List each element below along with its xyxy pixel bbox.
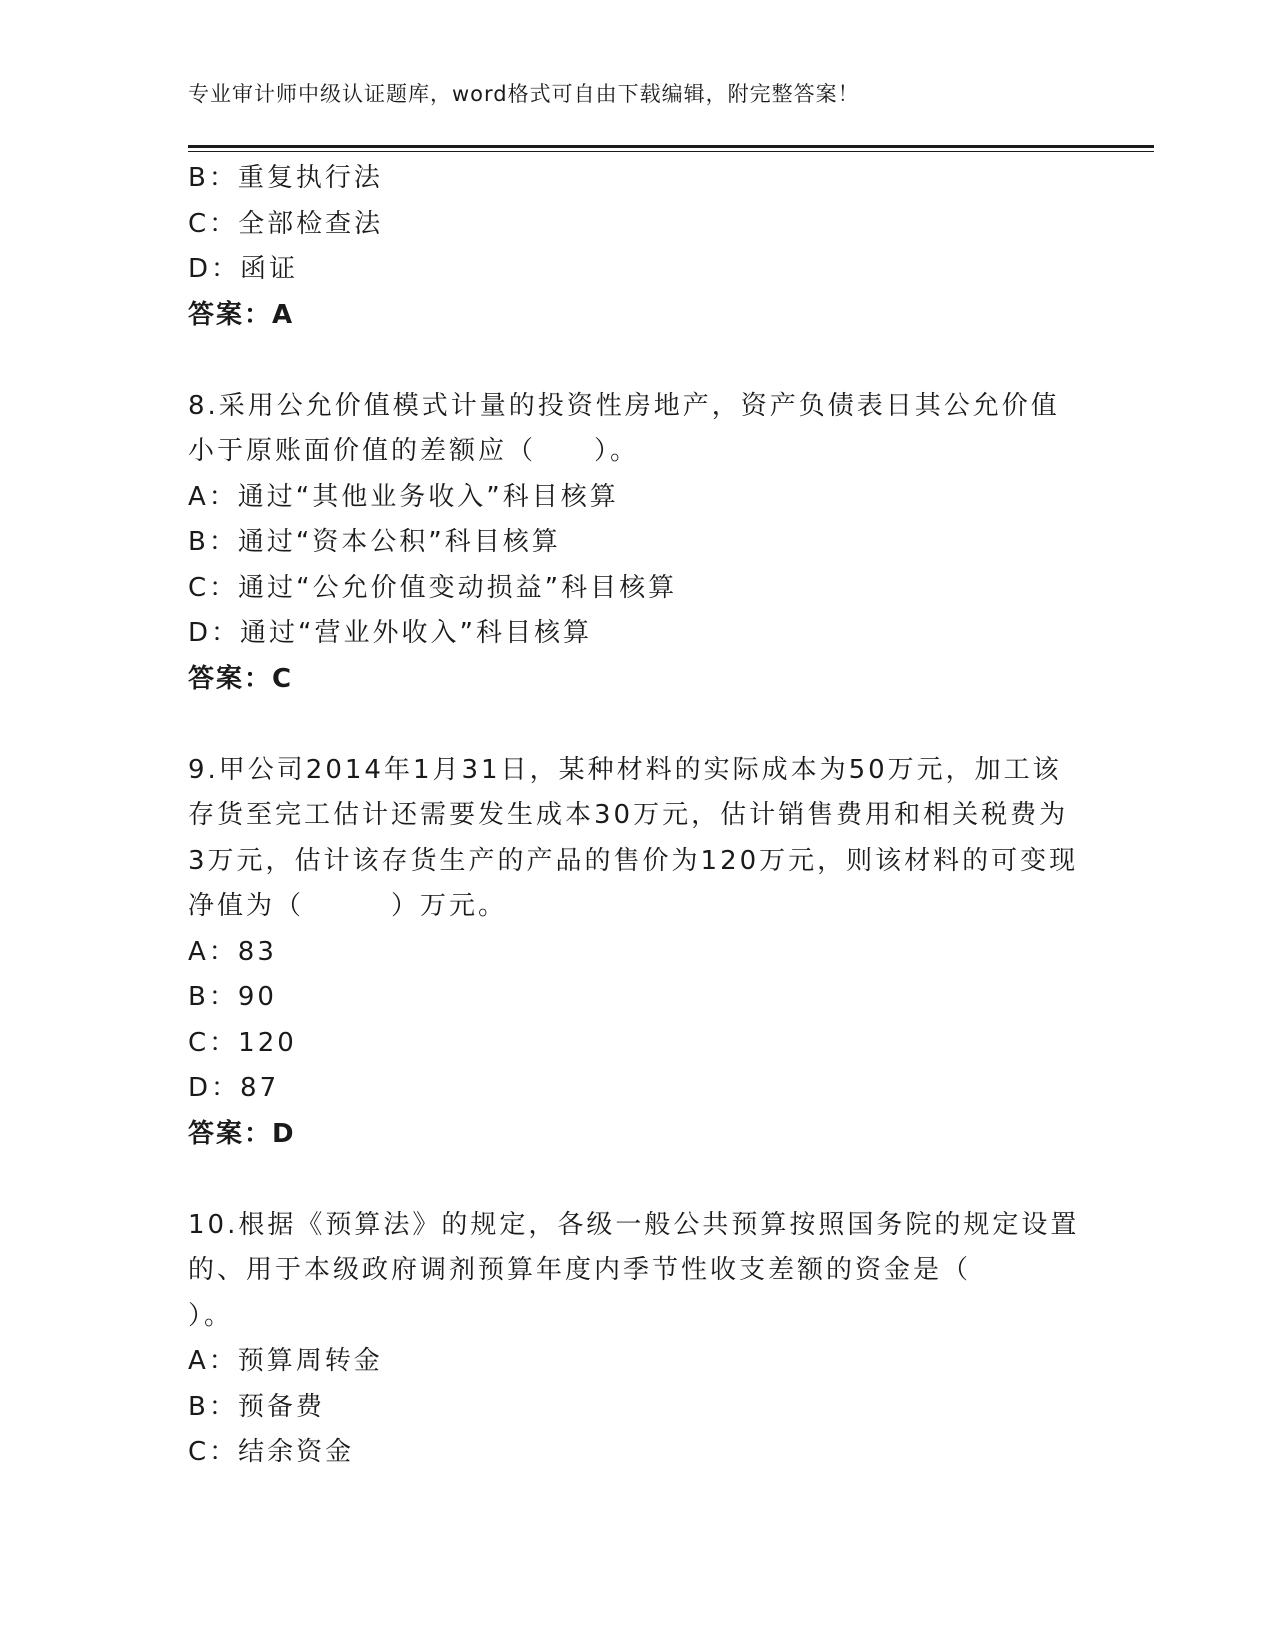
document-header: 专业审计师中级认证题库，word格式可自由下载编辑，附完整答案！ <box>188 82 860 106</box>
q9-option-b: B：90 <box>188 982 277 1012</box>
spacer <box>188 1157 1088 1203</box>
q7-answer: 答案：A <box>188 299 295 330</box>
q8-option-d: D：通过“营业外收入”科目核算 <box>188 618 592 648</box>
q9-stem-line-4: 净值为（ ）万元。 <box>188 891 508 921</box>
q7-option-b: B：重复执行法 <box>188 163 383 193</box>
q8-option-b: B：通过“资本公积”科目核算 <box>188 527 561 557</box>
q10-stem-line-1: 10.根据《预算法》的规定，各级一般公共预算按照国务院的规定设置 <box>188 1209 1080 1240</box>
q9-option-d: D：87 <box>188 1073 280 1103</box>
header-rule-thick <box>188 145 1154 148</box>
q9-stem-line-1: 9.甲公司2014年1月31日，某种材料的实际成本为50万元，加工该 <box>188 754 1062 785</box>
q8-stem-line-2: 小于原账面价值的差额应（ ）。 <box>188 436 640 466</box>
q9-answer: 答案：D <box>188 1118 296 1149</box>
document-body <box>188 156 1088 1476</box>
q8-stem-line-1: 8.采用公允价值模式计量的投资性房地产，资产负债表日其公允价值 <box>188 390 1060 421</box>
q10-option-a: A：预算周转金 <box>188 1346 383 1376</box>
q10-stem-line-3: ）。 <box>188 1300 234 1331</box>
q9-option-a: A：83 <box>188 936 277 967</box>
spacer <box>188 338 1088 384</box>
q9-stem-line-3: 3万元，估计该存货生产的产品的售价为120万元，则该材料的可变现 <box>188 845 1079 876</box>
q10-stem-line-2: 的、用于本级政府调剂预算年度内季节性收支差额的资金是（ <box>188 1255 972 1285</box>
q10-option-b: B：预备费 <box>188 1391 325 1422</box>
q9-option-c: C：120 <box>188 1027 297 1058</box>
q7-option-d: D：函证 <box>188 254 299 284</box>
q7-option-c: C：全部检查法 <box>188 208 384 239</box>
q8-answer: 答案：C <box>188 663 294 694</box>
q9-stem-line-2: 存货至完工估计还需要发生成本30万元，估计销售费用和相关税费为 <box>188 800 1069 830</box>
q8-option-a: A：通过“其他业务收入”科目核算 <box>188 481 619 512</box>
q10-option-c: C：结余资金 <box>188 1437 355 1467</box>
spacer <box>188 702 1088 748</box>
header-rule-thin <box>188 151 1154 152</box>
q8-option-c: C：通过“公允价值变动损益”科目核算 <box>188 572 678 603</box>
